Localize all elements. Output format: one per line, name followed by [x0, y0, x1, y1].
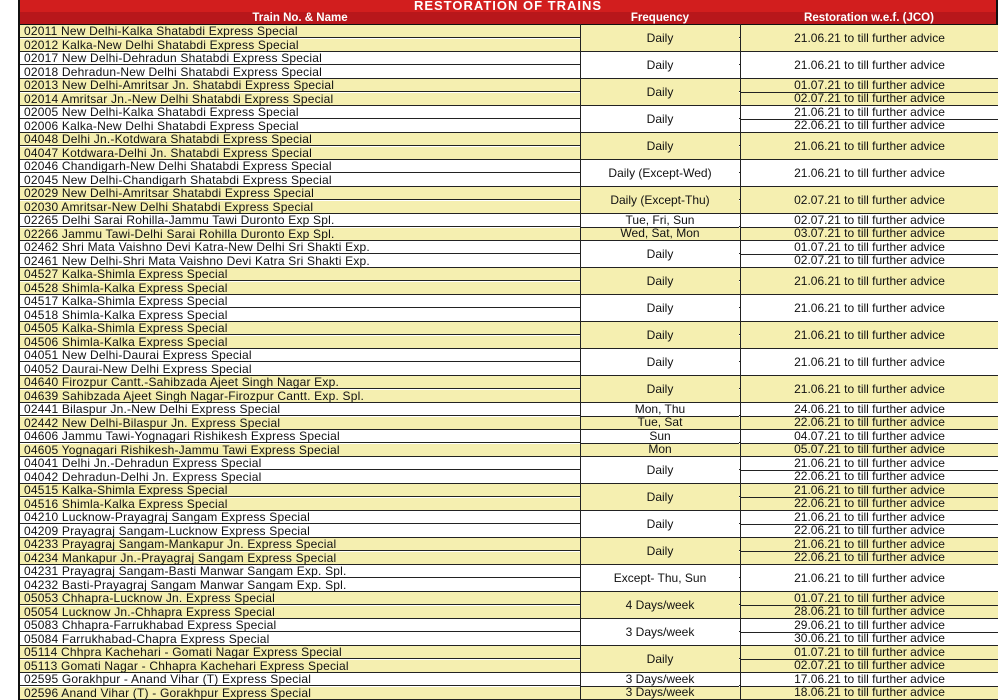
restoration-cell: 02.07.21 to till further advice: [741, 214, 998, 228]
train-name-cell: 04047 Kotdwara-Delhi Jn. Shatabdi Express Special: [24, 146, 312, 159]
frequency-cell: Daily: [581, 295, 739, 322]
train-name-cell: 04210 Lucknow-Prayagraj Sangam Express Special: [24, 511, 311, 524]
restoration-cell: 22.06.21 to till further advice: [741, 120, 998, 134]
frequency-cell: 4 Days/week: [581, 592, 739, 619]
train-name-cell: 04640 Firozpur Cantt.-Sahibzada Ajeet Singh Nagar Exp.: [24, 376, 339, 389]
train-name-cell: 04051 New Delhi-Daurai Express Special: [24, 349, 252, 362]
restoration-cell: 24.06.21 to till further advice: [741, 403, 998, 417]
restoration-cell: 02.07.21 to till further advice: [741, 660, 998, 674]
frequency-cell: Tue, Sat: [581, 417, 739, 431]
train-name-cell: 04518 Shimla-Kalka Express Special: [24, 308, 228, 321]
header-train-name: Train No. & Name: [252, 12, 348, 24]
train-name-cell: 05084 Farrukhabad-Chapra Express Special: [24, 632, 270, 645]
train-name-cell: 05083 Chhapra-Farrukhabad Express Special: [24, 619, 277, 632]
train-name-cell: 04639 Sahibzada Ajeet Singh Nagar-Firozpur Cantt. Exp. Spl.: [24, 389, 364, 402]
restoration-cell: 22.06.21 to till further advice: [741, 525, 998, 539]
train-name-cell: 04234 Mankapur Jn.-Prayagraj Sangam Express Special: [24, 551, 337, 564]
restoration-cell: 02.07.21 to till further advice: [741, 255, 998, 269]
restoration-cell: 04.07.21 to till further advice: [741, 430, 998, 444]
train-name-cell: 04517 Kalka-Shimla Express Special: [24, 295, 228, 308]
restoration-cell: 21.06.21 to till further advice: [741, 295, 998, 322]
frequency-cell: Daily: [581, 25, 739, 52]
restoration-cell: 02.07.21 to till further advice: [741, 93, 998, 107]
train-name-cell: 02006 Kalka-New Delhi Shatabdi Express Special: [24, 119, 299, 132]
frequency-cell: Daily: [581, 457, 739, 484]
train-name-cell: 04605 Yognagari Rishikesh-Jammu Tawi Express Special: [24, 443, 340, 456]
restoration-cell: 28.06.21 to till further advice: [741, 606, 998, 620]
train-name-cell: 02442 New Delhi-Bilaspur Jn. Express Special: [24, 416, 281, 429]
train-name-cell: 02595 Gorakhpur - Anand Vihar (T) Express Special: [24, 673, 312, 686]
train-name-cell: 02462 Shri Mata Vaishno Devi Katra-New Delhi Sri Shakti Exp.: [24, 241, 370, 254]
restoration-cell: 21.06.21 to till further advice: [741, 457, 998, 471]
train-name-cell: 02596 Anand Vihar (T) - Gorakhpur Express Special: [24, 686, 312, 699]
restoration-cell: 21.06.21 to till further advice: [741, 376, 998, 403]
train-name-cell: 04232 Basti-Prayagraj Sangam Manwar Sangam Exp. Spl.: [24, 578, 347, 591]
frequency-cell: Daily: [581, 646, 739, 673]
frequency-cell: Daily (Except-Thu): [581, 187, 739, 214]
frequency-cell: Daily: [581, 133, 739, 160]
frequency-cell: Daily: [581, 79, 739, 106]
restoration-cell: 01.07.21 to till further advice: [741, 241, 998, 255]
frequency-cell: Daily: [581, 241, 739, 268]
frequency-cell: Daily: [581, 376, 739, 403]
frequency-cell: Except- Thu, Sun: [581, 565, 739, 592]
train-name-cell: 02045 New Delhi-Chandigarh Shatabdi Express Special: [24, 173, 332, 186]
restoration-cell: 22.06.21 to till further advice: [741, 498, 998, 512]
restoration-cell: 21.06.21 to till further advice: [741, 52, 998, 79]
train-name-cell: 02005 New Delhi-Kalka Shatabdi Express Special: [24, 106, 299, 119]
restoration-cell: 21.06.21 to till further advice: [741, 160, 998, 187]
train-name-cell: 04231 Prayagraj Sangam-Basti Manwar Sangam Exp. Spl.: [24, 565, 347, 578]
train-name-cell: 04606 Jammu Tawi-Yognagari Rishikesh Express Special: [24, 430, 340, 443]
train-name-cell: 02029 New Delhi-Amritsar Shatabdi Express Special: [24, 187, 314, 200]
frequency-cell: 3 Days/week: [581, 619, 739, 646]
restoration-cell: 21.06.21 to till further advice: [741, 268, 998, 295]
train-name-cell: 04052 Daurai-New Delhi Express Special: [24, 362, 252, 375]
frequency-cell: Daily: [581, 511, 739, 538]
header-restoration: Restoration w.e.f. (JCO): [804, 12, 934, 24]
restoration-cell: 22.06.21 to till further advice: [741, 417, 998, 431]
frequency-cell: Daily (Except-Wed): [581, 160, 739, 187]
frequency-cell: Daily: [581, 322, 739, 349]
frequency-cell: Wed, Sat, Mon: [581, 228, 739, 242]
train-name-cell: 02012 Kalka-New Delhi Shatabdi Express Special: [24, 38, 299, 51]
train-name-cell: 05113 Gomati Nagar - Chhapra Kachehari Express Special: [24, 659, 349, 672]
train-name-cell: 04048 Delhi Jn.-Kotdwara Shatabdi Express Special: [24, 133, 312, 146]
restoration-cell: 01.07.21 to till further advice: [741, 646, 998, 660]
restoration-cell: 01.07.21 to till further advice: [741, 79, 998, 93]
frequency-cell: Tue, Fri, Sun: [581, 214, 739, 228]
frequency-cell: Daily: [581, 349, 739, 376]
train-name-cell: 02266 Jammu Tawi-Delhi Sarai Rohilla Duronto Exp Spl.: [24, 227, 335, 240]
train-name-cell: 02046 Chandigarh-New Delhi Shatabdi Express Special: [24, 160, 332, 173]
train-name-cell: 04233 Prayagraj Sangam-Mankapur Jn. Express Special: [24, 538, 337, 551]
train-name-cell: 05114 Chhpra Kachehari - Gomati Nagar Express Special: [24, 646, 342, 659]
frequency-cell: Sun: [581, 430, 739, 444]
train-name-cell: 02018 Dehradun-New Delhi Shatabdi Express Special: [24, 65, 322, 78]
restoration-cell: 02.07.21 to till further advice: [741, 187, 998, 214]
train-name-cell: 02441 Bilaspur Jn.-New Delhi Express Special: [24, 403, 281, 416]
train-name-cell: 02014 Amritsar Jn.-New Delhi Shatabdi Express Special: [24, 92, 334, 105]
header-frequency: Frequency: [630, 12, 690, 24]
restoration-cell: 29.06.21 to till further advice: [741, 619, 998, 633]
train-name-cell: 02265 Delhi Sarai Rohilla-Jammu Tawi Duronto Exp Spl.: [24, 214, 335, 227]
frequency-cell: Daily: [581, 484, 739, 511]
train-name-cell: 04506 Shimla-Kalka Express Special: [24, 335, 228, 348]
restoration-cell: 21.06.21 to till further advice: [741, 25, 998, 52]
train-name-cell: 02017 New Delhi-Dehradun Shatabdi Express Special: [24, 52, 322, 65]
train-name-cell: 02013 New Delhi-Amritsar Jn. Shatabdi Express Special: [24, 79, 335, 92]
train-name-cell: 05053 Chhapra-Lucknow Jn. Express Special: [24, 592, 276, 605]
frequency-cell: 3 Days/week: [581, 687, 739, 700]
restoration-cell: 05.07.21 to till further advice: [741, 444, 998, 458]
frequency-cell: Mon: [581, 444, 739, 458]
restoration-cell: 30.06.21 to till further advice: [741, 633, 998, 647]
table-title: RESTORATION OF TRAINS: [20, 0, 996, 12]
restoration-cell: 21.06.21 to till further advice: [741, 349, 998, 376]
header-row: [20, 12, 996, 25]
frequency-cell: Daily: [581, 52, 739, 79]
frequency-cell: 3 Days/week: [581, 673, 739, 687]
frequency-cell: Daily: [581, 106, 739, 133]
train-name-cell: 04042 Dehradun-Delhi Jn. Express Special: [24, 470, 262, 483]
restoration-cell: 21.06.21 to till further advice: [741, 106, 998, 120]
frequency-cell: Daily: [581, 538, 739, 565]
restoration-cell: 03.07.21 to till further advice: [741, 228, 998, 242]
restoration-cell: 21.06.21 to till further advice: [741, 565, 998, 592]
restoration-cell: 21.06.21 to till further advice: [741, 484, 998, 498]
train-name-cell: 04209 Prayagraj Sangam-Lucknow Express Special: [24, 524, 311, 537]
train-name-cell: 04515 Kalka-Shimla Express Special: [24, 484, 228, 497]
restoration-cell: 21.06.21 to till further advice: [741, 322, 998, 349]
restoration-cell: 21.06.21 to till further advice: [741, 511, 998, 525]
train-name-cell: 04527 Kalka-Shimla Express Special: [24, 268, 228, 281]
train-name-cell: 05054 Lucknow Jn.-Chhapra Express Special: [24, 605, 276, 618]
frequency-cell: Daily: [581, 268, 739, 295]
restoration-cell: 22.06.21 to till further advice: [741, 552, 998, 566]
train-name-cell: 04041 Delhi Jn.-Dehradun Express Special: [24, 457, 262, 470]
restoration-cell: 22.06.21 to till further advice: [741, 471, 998, 485]
restoration-cell: 21.06.21 to till further advice: [741, 538, 998, 552]
restoration-table: [18, 0, 998, 700]
restoration-cell: 01.07.21 to till further advice: [741, 592, 998, 606]
restoration-cell: 18.06.21 to till further advice: [741, 687, 998, 700]
train-name-cell: 04528 Shimla-Kalka Express Special: [24, 281, 228, 294]
frequency-cell: Mon, Thu: [581, 403, 739, 417]
restoration-cell: 17.06.21 to till further advice: [741, 673, 998, 687]
train-name-cell: 02030 Amritsar-New Delhi Shatabdi Express Special: [24, 200, 314, 213]
restoration-cell: 21.06.21 to till further advice: [741, 133, 998, 160]
train-name-cell: 02011 New Delhi-Kalka Shatabdi Express Special: [24, 25, 298, 38]
train-name-cell: 04505 Kalka-Shimla Express Special: [24, 322, 228, 335]
train-name-cell: 02461 New Delhi-Shri Mata Vaishno Devi Katra Sri Shakti Exp.: [24, 254, 370, 267]
train-name-cell: 04516 Shimla-Kalka Express Special: [24, 497, 228, 510]
